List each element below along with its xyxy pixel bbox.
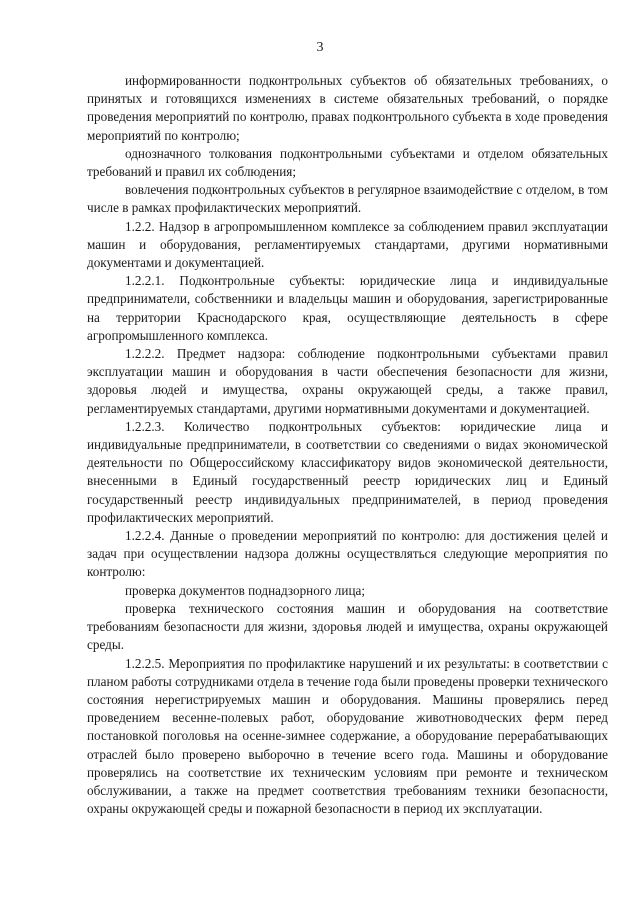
paragraph-section-1-2-2-5: 1.2.2.5. Мероприятия по профилактике нарушений и их результаты: в соответствии с планом работы сотрудниками отдела в течение года были проведены проверки технического состояния нерегистрируемых машин и оборудования. Машины проверялись перед проведением весенне-полевых работ, оборудование животноводческих ферм перед постановкой поголовья на осенне-зимнее содержание, а оборудование перерабатывающих отраслей было проверено выборочно в течение всего года. Машины и оборудование проверялись на соответствие их техническим условиям при ремонте и техническом обслуживании, а также на предмет соответствия требованиям техники безопасности, охраны окружающей среды и пожарной безопасности в период их эксплуатации. — [87, 655, 608, 817]
page-number: 3 — [316, 40, 324, 55]
paragraph-section-1-2-2-3: 1.2.2.3. Количество подконтрольных субъектов: юридические лица и индивидуальные предприниматели, в соответствии со сведениями о видах экономической деятельности по Общероссийскому классификатору видов экономической деятельности, внесенными в Единый государственный реестр юридических лиц и Единый государственный реестр индивидуальных предпринимателей, в период проведения профилактических мероприятий. — [87, 418, 608, 525]
paragraph-document-check: проверка документов поднадзорного лица; — [125, 582, 366, 598]
paragraph-involvement: вовлечения подконтрольных субъектов в регулярное взаимодействие с отделом, в том числе в рамках профилактических мероприятий. — [87, 182, 608, 216]
paragraph-informing: информированности подконтрольных субъектов об обязательных требованиях, о принятых и готовящихся изменениях в системе обязательных требований, о порядке проведения мероприятий по контролю, правах подконтрольного субъекта в ходе проведения мероприятий по контролю; — [87, 73, 608, 143]
paragraph-section-1-2-2-4: 1.2.2.4. Данные о проведении мероприятий по контролю: для достижения целей и задач при осуществлении надзора должны осуществляться следующие мероприятия по контролю: — [87, 528, 608, 580]
paragraph-section-1-2-2-1: 1.2.2.1. Подконтрольные субъекты: юридические лица и индивидуальные предприниматели, собственники и владельцы машин и оборудования, зарегистрированные на территории Краснодарского края, осуществляющие деятельность в сфере агропромышленного комплекса. — [87, 273, 608, 343]
paragraph-interpretation: однозначного толкования подконтрольными субъектами и отделом обязательных требований и правил их соблюдения; — [87, 145, 608, 180]
paragraph-section-1-2-2: 1.2.2. Надзор в агропромышленном комплексе за соблюдением правил эксплуатации машин и оборудования, регламентируемых стандартами, другими нормативными документами и документацией. — [87, 218, 608, 271]
paragraph-section-1-2-2-2: 1.2.2.2. Предмет надзора: соблюдение подконтрольными субъектами правил эксплуатации машин и оборудования в части обеспечения безопасности для жизни, здоровья людей и имущества, охраны окружающей среды, а также правил, регламентируемых стандартами, другими нормативными документами и документацией. — [87, 346, 608, 416]
paragraph-technical-check: проверка технического состояния машин и оборудования на соответствие требованиям безопасности для жизни, здоровья людей и имущества, охраны окружающей среды. — [87, 600, 608, 653]
document-body — [87, 72, 608, 818]
